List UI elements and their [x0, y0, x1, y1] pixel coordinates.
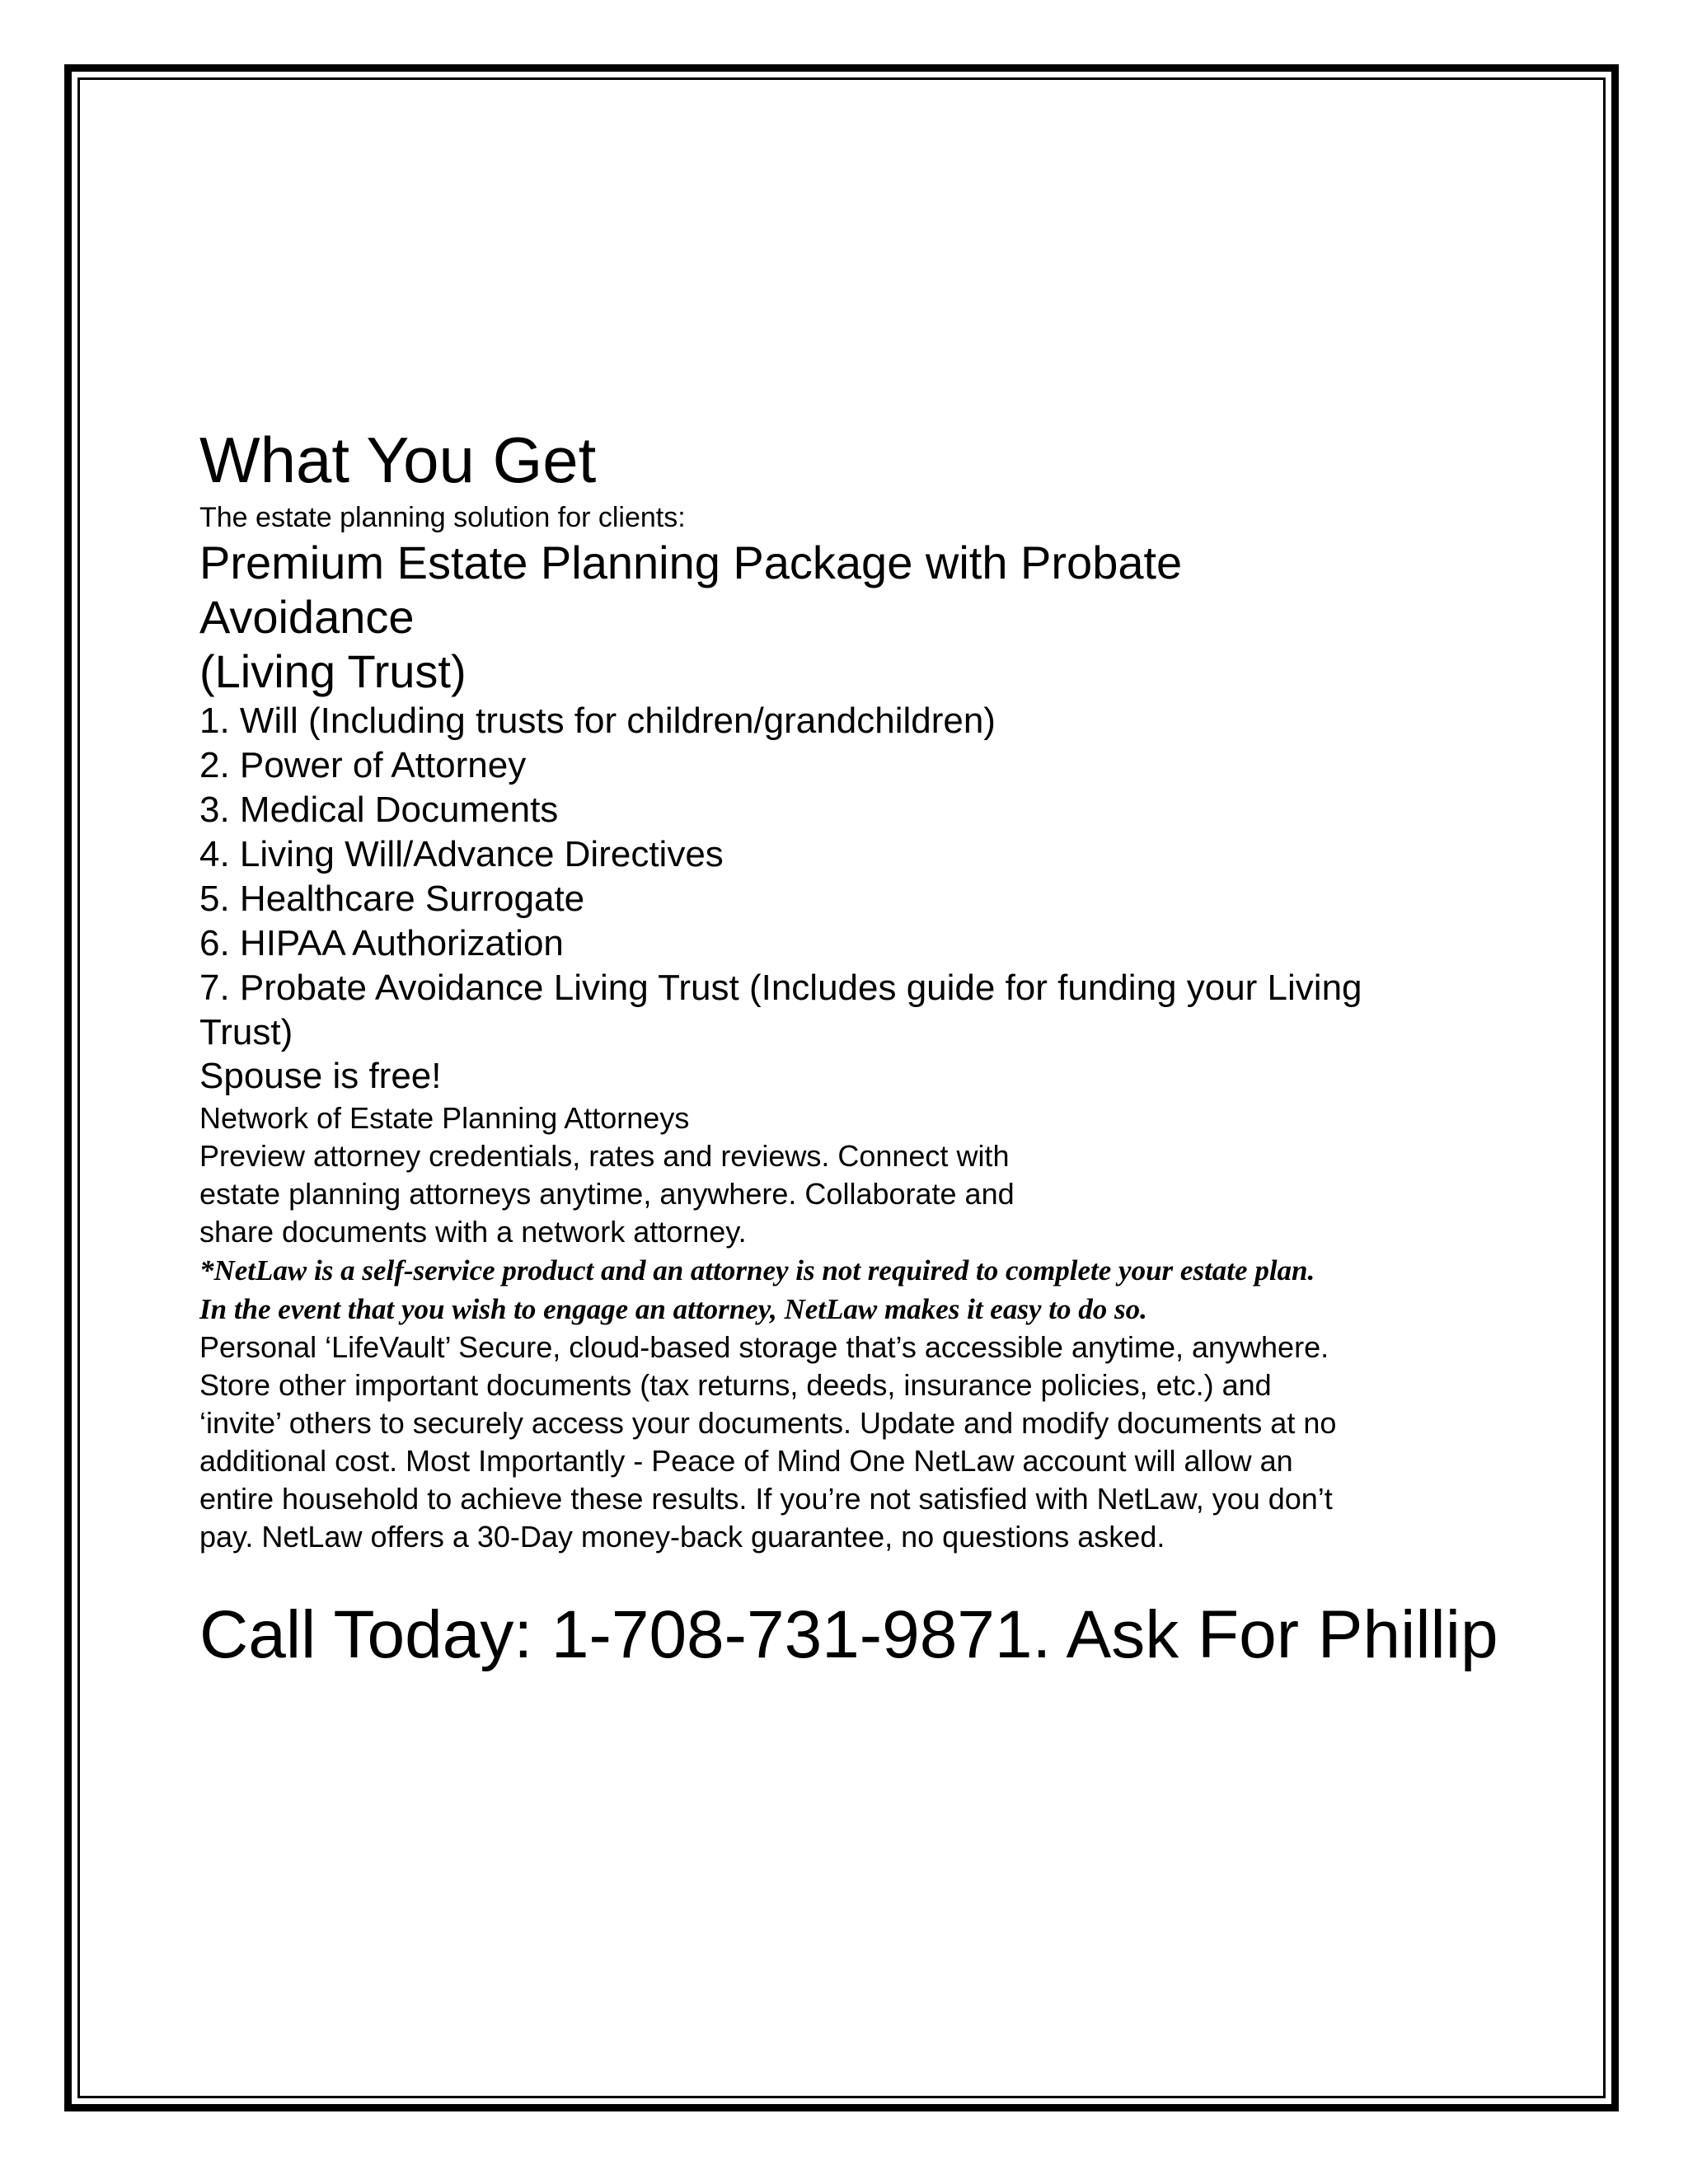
list-item: 5. Healthcare Surrogate: [199, 879, 585, 919]
network-text-line: estate planning attorneys anytime, anywhere. Collaborate and: [199, 1177, 1015, 1211]
lifevault-text-line: Personal ‘LifeVault’ Secure, cloud-based storage that’s accessible anytime, anywhere.: [199, 1330, 1329, 1364]
page-title: What You Get: [199, 424, 597, 496]
spouse-note: Spouse is free!: [199, 1056, 442, 1096]
document-body: [199, 420, 1535, 1676]
network-heading: Network of Estate Planning Attorneys: [199, 1101, 690, 1135]
subtitle: The estate planning solution for clients:: [199, 502, 686, 533]
lifevault-text-line: ‘invite’ others to securely access your documents. Update and modify documents at no: [199, 1406, 1337, 1440]
list-item: 7. Probate Avoidance Living Trust (Includes guide for funding your Living: [199, 968, 1362, 1008]
lifevault-text-line: Store other important documents (tax returns, deeds, insurance policies, etc.) and: [199, 1368, 1272, 1402]
list-item: 6. HIPAA Authorization: [199, 923, 564, 963]
package-title-line: (Living Trust): [199, 645, 467, 697]
disclaimer-line: In the event that you wish to engage an attorney, NetLaw makes it easy to do so.: [199, 1293, 1147, 1325]
package-title-line: Premium Estate Planning Package with Probate: [199, 537, 1183, 588]
network-text-line: Preview attorney credentials, rates and reviews. Connect with: [199, 1139, 1010, 1173]
call-to-action: Call Today: 1-708-731-9871. Ask For Phillip: [199, 1597, 1498, 1672]
network-text-line: share documents with a network attorney.: [199, 1215, 747, 1249]
list-item-continuation: Trust): [199, 1012, 293, 1052]
list-item: 2. Power of Attorney: [199, 745, 527, 785]
lifevault-text-line: entire household to achieve these results. If you’re not satisfied with NetLaw, you don’t: [199, 1482, 1333, 1516]
list-item: 1. Will (Including trusts for children/grandchildren): [199, 701, 996, 741]
lifevault-text-line: additional cost. Most Importantly - Peace of Mind One NetLaw account will allow an: [199, 1444, 1293, 1478]
disclaimer-line: *NetLaw is a self-service product and an attorney is not required to complete your estate plan.: [199, 1254, 1315, 1286]
list-item: 3. Medical Documents: [199, 790, 559, 830]
lifevault-text-line: pay. NetLaw offers a 30-Day money-back guarantee, no questions asked.: [199, 1520, 1165, 1554]
package-title-line: Avoidance: [199, 591, 415, 643]
list-item: 4. Living Will/Advance Directives: [199, 834, 724, 874]
